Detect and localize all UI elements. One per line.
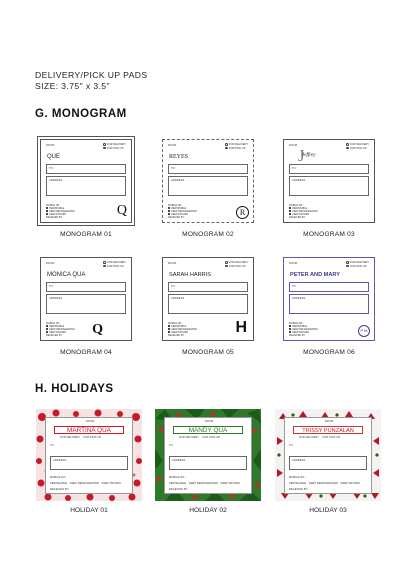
delivery-options: FOR DELIVERY FOR PICK-UP [225,261,248,268]
card-caption: MONOGRAM 04 [60,349,112,356]
from-label: FROM: [168,262,177,265]
pad [162,139,254,223]
to-label: TO: [169,444,174,447]
delivery-options: FOR DELIVERY FOR PICK-UP [346,143,369,150]
header-title: DELIVERY/PICK UP PADS [35,70,148,80]
pad [284,417,372,494]
checklist: MOBILE NO.: PERISHABLE KEEP REFRIGERATED KEEP FROZEN RECEIVED BY: [168,204,197,219]
delivery-options: FOR DELIVERY FOR PICK-UP [60,436,102,439]
address-box: ADDRESS: [289,294,369,314]
pad-name: REYES [169,154,189,160]
monogram-mark: R [236,206,249,219]
monogram-card-02[interactable] [158,135,258,238]
monogram-mark: H [235,319,247,336]
mobile-label: MOBILE NO.: [169,476,186,479]
received-label: RECEIVED BY: [289,488,309,491]
address-box: ADDRESS: [50,456,128,470]
page-header [35,70,148,92]
from-label: FROM: [46,144,55,147]
delivery-options: FOR DELIVERY FOR PICK-UP [103,261,126,268]
from-label: FROM: [86,420,95,423]
delivery-options: FOR DELIVERY FOR PICK-UP [225,143,248,150]
monogram-mark: Q [116,203,127,218]
checklist: MOBILE NO.: PERISHABLE KEEP REFRIGERATED KEEP FROZEN RECEIVED BY: [46,204,75,219]
monogram-mark: J [298,146,305,165]
checklist: PERISHABLE KEEP REFRIGERATED KEEP FROZEN [289,482,361,485]
card-caption: HOLIDAY 02 [189,507,227,514]
pad-name: MARTINA QUA [54,426,124,434]
received-label: RECEIVED BY: [169,488,189,491]
pad [283,257,375,341]
holiday-card-03[interactable] [275,409,381,514]
card-caption: HOLIDAY 01 [70,507,108,514]
pad-name: TRISSY PUNZALAN [293,426,363,434]
to-box: TO: [168,164,248,174]
address-box: ADDRESS: [168,176,248,196]
card-caption: MONOGRAM 03 [303,231,355,238]
checklist: PERISHABLE KEEP REFRIGERATED KEEP FROZEN [169,482,241,485]
card-caption: MONOGRAM 01 [60,231,112,238]
monogram-card-06[interactable] [279,253,379,356]
to-box: TO: [289,282,369,292]
delivery-options: FOR DELIVERY FOR PICK-UP [179,436,221,439]
pad-name: MANDY QUA [173,426,243,434]
pad [283,139,375,223]
pad-name: QUE [47,154,61,160]
address-box: ADDRESS: [46,294,126,314]
address-box: ADDRESS: [289,456,367,470]
delivery-options: FOR DELIVERY FOR PICK-UP [103,143,126,150]
card-caption: MONOGRAM 02 [182,231,234,238]
from-label: FROM: [168,144,177,147]
monogram-mark: Q [92,322,103,337]
to-box: TO: [168,282,248,292]
checklist: MOBILE NO.: PERISHABLE KEEP REFRIGERATED KEEP FROZEN RECEIVED BY: [168,322,197,337]
pad [40,139,132,223]
received-label: RECEIVED BY: [50,488,70,491]
address-box: ADDRESS: [289,176,369,196]
monogram-card-05[interactable] [158,253,258,356]
card-caption: MONOGRAM 06 [303,349,355,356]
monogram-card-03[interactable] [279,135,379,238]
monogram-card-04[interactable] [36,253,136,356]
checklist: MOBILE NO.: PERISHABLE KEEP REFRIGERATED KEEP FROZEN RECEIVED BY: [46,322,75,337]
monogram-mark: P M [358,325,370,337]
holiday-card-02[interactable] [155,409,261,514]
checklist: MOBILE NO.: PERISHABLE KEEP REFRIGERATED KEEP FROZEN RECEIVED BY: [289,322,318,337]
delivery-options: FOR DELIVERY FOR PICK-UP [299,436,341,439]
from-label: FROM: [289,144,298,147]
to-box: TO: [46,282,126,292]
holiday-card-01[interactable] [36,409,142,514]
pad-name: SARAH HARRIS [169,272,211,278]
from-label: FROM: [325,420,334,423]
header-size: SIZE: 3.75" x 3.5" [35,81,110,91]
to-label: TO: [50,444,55,447]
to-box: TO: [289,164,369,174]
from-label: FROM: [289,262,298,265]
monogram-card-01[interactable] [36,135,136,238]
address-box: ADDRESS: [169,456,247,470]
to-box: TO: [46,164,126,174]
section-title-monogram: G. MONOGRAM [35,108,127,120]
mobile-label: MOBILE NO.: [50,476,67,479]
to-label: TO: [289,444,294,447]
pad [162,257,254,341]
from-label: FROM: [205,420,214,423]
address-box: ADDRESS: [46,176,126,196]
address-box: ADDRESS: [168,294,248,314]
pad-name: MONICA QUA [47,272,86,278]
section-title-holidays: H. HOLIDAYS [35,383,114,395]
pad [164,417,252,494]
delivery-options: FOR DELIVERY FOR PICK-UP [346,261,369,268]
pad [40,257,132,341]
pad [45,417,133,494]
pad-name: Jeffrey [302,153,316,158]
pad-name: PETER AND MARY [290,272,340,278]
from-label: FROM: [46,262,55,265]
checklist: PERISHABLE KEEP REFRIGERATED KEEP FROZEN [50,482,122,485]
card-caption: HOLIDAY 03 [309,507,347,514]
mobile-label: MOBILE NO.: [289,476,306,479]
card-caption: MONOGRAM 05 [182,349,234,356]
checklist: MOBILE NO.: PERISHABLE KEEP REFRIGERATED KEEP FROZEN RECEIVED BY: [289,204,318,219]
